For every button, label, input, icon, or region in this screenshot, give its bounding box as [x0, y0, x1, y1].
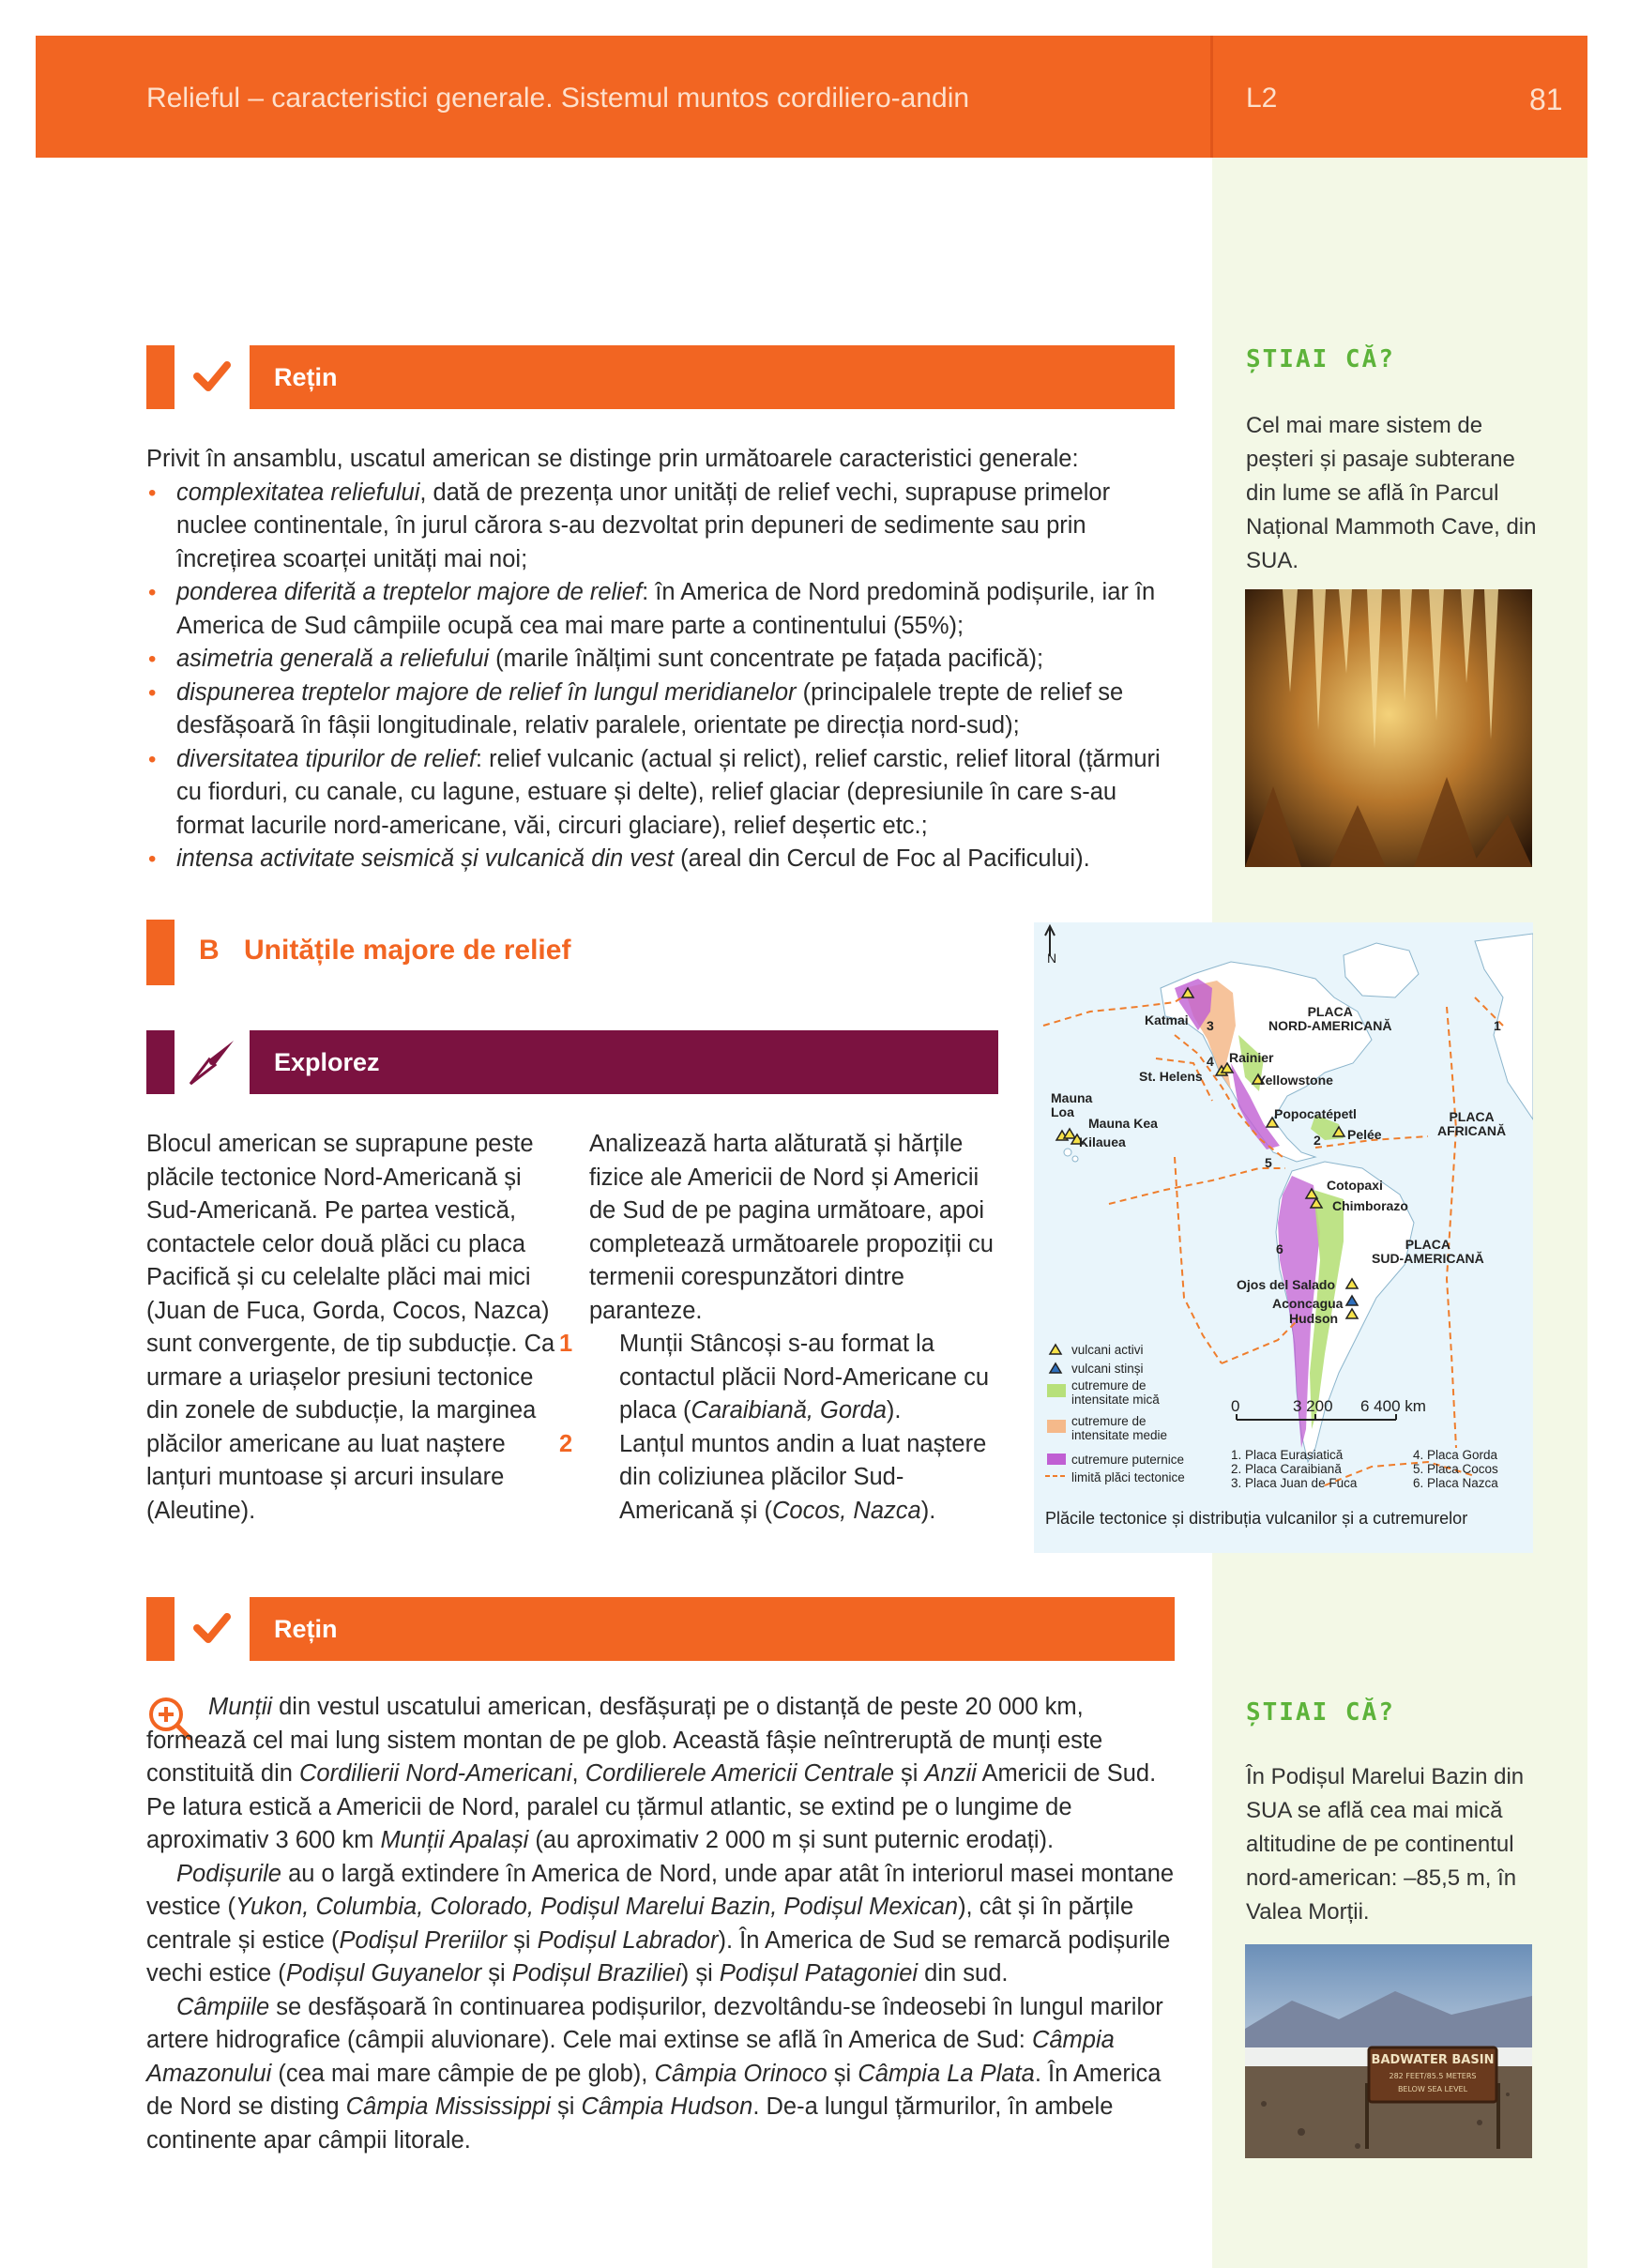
explorez-task: 2 Lanțul muntos andin a luat naștere din coliziunea plăcilor Sud-Americană și (Cocos, Nazca).	[559, 1430, 987, 1524]
retin-header-1	[146, 345, 1175, 409]
retin-2-body	[146, 1691, 1175, 2157]
plate-number-5: 5	[1265, 1155, 1272, 1170]
label-cotopaxi: Cotopaxi	[1327, 1178, 1383, 1193]
header-divider	[1210, 36, 1213, 158]
checkmark-icon	[175, 1597, 250, 1661]
sidebar-heading-1: ȘTIAI CĂ?	[1246, 345, 1395, 373]
retin-1-item: • diversitatea tipurilor de relief: relief vulcanic (actual și relict), relief carstic, relief litoral (țărmuri cu fiorduri, cu canale, cu lagune, estuare și delte), relief glaciar (depresiunile în care s-au format lacurile nord-americane, văi, circuri glaciare), relief deșertic etc.;	[146, 743, 1175, 844]
cave-photo	[1245, 589, 1532, 867]
sign-line-2: 282 FEET/85.5 METERS	[1389, 2072, 1477, 2080]
sidebar-heading-2: ȘTIAI CĂ?	[1246, 1698, 1395, 1727]
retin-1-item: • dispunerea treptelor majore de relief în lungul meridianelor (principalele trepte de relief se desfășoară în fâșii longitudinale, relativ paralele, orientate pe direcția nord-sud);	[146, 677, 1175, 743]
plate-list-5: 5. Placa Cocos	[1413, 1462, 1498, 1476]
retin-1-item: • ponderea diferită a treptelor majore de relief: în America de Nord predomină podișurile, iar în America de Sud câmpiile ocupă cea mai mare parte a continentului (55%);	[146, 576, 1175, 643]
page-number: 81	[1529, 83, 1563, 116]
plate-list-1: 1. Placa Eurasiatică	[1231, 1448, 1344, 1462]
legend-extinct-volcano-icon	[1050, 1363, 1061, 1373]
section-b-heading: Unitățile majore de relief	[244, 935, 571, 966]
label-mauna-loa: Mauna Loa	[1051, 1090, 1093, 1119]
sidebar-text-2: În Podișul Marelui Bazin din SUA se află cea mai mică altitudine de pe continentul nord-american: –85,5 m, în Valea Morții.	[1246, 1764, 1525, 1925]
label-placa-nord-americana: PLACA NORD-AMERICANĂ	[1268, 1004, 1392, 1033]
page-header	[36, 36, 1587, 158]
label-placa-africana: PLACA AFRICANĂ	[1437, 1109, 1507, 1138]
label-yellowstone: Yellowstone	[1257, 1073, 1333, 1088]
scale-zero: 0	[1231, 1397, 1240, 1415]
tectonic-map	[1034, 922, 1533, 1553]
legend-active-volcanoes: vulcani activi	[1071, 1343, 1144, 1357]
retin-1-intro: Privit în ansamblu, uscatul american se distinge prin următoarele caracteristici generale:	[146, 446, 1079, 472]
label-aconcagua: Aconcagua	[1272, 1296, 1344, 1311]
retin-1-list	[146, 477, 1175, 876]
explorez-left-text: Blocul american se suprapune peste plăcile tectonice Nord-Americană și Sud-Americană. Pe partea vestică, contactele celor două plăci cu placa Pacifică și cu celelalte plăci mai mici (Juan de Fuca, Gorda, Cocos, Nazca) sunt convergente, de tip subducție. Ca urmare a uriașelor presiuni tectonice din zonele de subducție, la marginea plăcilor americane au luat naștere lanțuri muntoase și arcuri insulare (Aleutine).	[146, 1131, 555, 1524]
label-katmai: Katmai	[1145, 1012, 1189, 1027]
plate-list-3: 3. Placa Juan de Fuca	[1231, 1476, 1358, 1490]
plate-list-6: 6. Placa Nazca	[1413, 1476, 1498, 1490]
retin-2-paragraph: Munții din vestul uscatului american, desfășurați pe o distanță de peste 20 000 km, formează cel mai lung sistem montan de pe glob. Această fâșie neîntreruptă de munți este constituită din Cordilierii Nord-Americani, Cordilierele Americii Centrale și Anzii Americii de Sud. Pe latura estică a Americii de Nord, paralel cu țărmul atlantic, se extind pe o lungime de aproximativ 3 600 km Munții Apalași (au aproximativ 2 000 m și sunt puternic erodați).	[146, 1694, 1157, 1853]
explorez-task: 1 Munții Stâncoși s-au format la contactul plăcii Nord-Americane cu placa (Caraibiană, Gorda).	[559, 1331, 990, 1423]
checkmark-icon	[175, 345, 250, 409]
retin-1-item: • intensa activitate seismică și vulcanică din vest (areal din Cercul de Foc al Pacificului).	[146, 843, 1175, 876]
label-hudson: Hudson	[1289, 1311, 1339, 1326]
plate-number-4: 4	[1207, 1054, 1214, 1069]
retin-1-item: • complexitatea reliefului, dată de prezența unor unități de relief vechi, suprapuse primelor nuclee continentale, în jurul cărora s-au dezvoltat prin depuneri de sedimente sau prin încrețirea scoarței unități mai noi;	[146, 477, 1175, 577]
north-label: N	[1047, 951, 1057, 966]
legend-strong-earthquakes: cutremure puternice	[1071, 1453, 1185, 1467]
label-chimborazo: Chimborazo	[1332, 1198, 1408, 1213]
legend-plate-limit: limită plăci tectonice	[1071, 1470, 1185, 1484]
plate-number-3: 3	[1207, 1018, 1214, 1033]
label-kilauea: Kilauea	[1079, 1134, 1126, 1149]
lesson-label: L2	[1246, 83, 1278, 114]
legend-extinct-volcanoes: vulcani stinși	[1071, 1362, 1144, 1376]
label-ojos-del-salado: Ojos del Salado	[1237, 1277, 1336, 1292]
plate-list-4: 4. Placa Gorda	[1413, 1448, 1498, 1462]
legend-medium-earthquakes: cutremure de intensitate medie	[1071, 1414, 1168, 1442]
sign-line-1: BADWATER BASIN	[1371, 2053, 1495, 2067]
scale-end: 6 400 km	[1360, 1397, 1426, 1415]
retin-header-2	[146, 1597, 1175, 1661]
section-b-letter: B	[199, 935, 220, 966]
section-b-accent	[146, 920, 175, 985]
explorez-instructions: Analizează harta alăturată și hărțile fizice ale Americii de Nord și Americii de Sud de pe pagina următoare, apoi completează următoarele propoziții cu termenii corespunzători dintre paranteze.	[589, 1131, 994, 1324]
chapter-title: Relieful – caracteristici generale. Sistemul muntos cordiliero-andin	[146, 83, 970, 114]
legend-low-earthquakes: cutremure de intensitate mică	[1071, 1378, 1160, 1407]
label-mauna-kea: Mauna Kea	[1088, 1116, 1158, 1131]
retin-heading-2: Rețin	[250, 1597, 1175, 1661]
retin-1-item: • asimetria generală a reliefului (marile înălțimi sunt concentrate pe fațada pacifică);	[146, 643, 1175, 677]
plate-number-1: 1	[1494, 1018, 1501, 1033]
map-caption: Plăcile tectonice și distribuția vulcanilor și a cutremurelor	[1045, 1509, 1468, 1528]
explorez-right	[559, 1128, 1002, 1528]
compass-icon	[175, 1030, 250, 1094]
plate-number-2: 2	[1314, 1133, 1321, 1148]
retin-heading-1: Rețin	[250, 345, 1175, 409]
sidebar-text-1: Cel mai mare sistem de peșteri și pasaje subterane din lume se află în Parcul Național Mammoth Cave, din SUA.	[1246, 413, 1537, 573]
badwater-photo	[1245, 1944, 1532, 2158]
retin-2-paragraph: Câmpiile se desfășoară în continuarea podișurilor, dezvoltându-se îndeosebi în lungul marilor artere hidrografice (câmpii aluvionare). Cele mai extinse se află în America de Sud: Câmpia Amazonului (cea mai mare câmpie de pe glob), Câmpia Orinoco și Câmpia La Plata. În America de Nord se disting Câmpia Mississippi și Câmpia Hudson. De-a lungul țărmurilor, în ambele continente apar câmpii litorale.	[146, 1993, 1163, 2154]
retin-1-body	[146, 443, 1175, 876]
explorez-heading: Explorez	[250, 1030, 998, 1094]
label-placa-sud-americana: PLACA SUD-AMERICANĂ	[1372, 1237, 1484, 1266]
label-st-helens: St. Helens	[1139, 1069, 1203, 1084]
legend-active-volcano-icon	[1050, 1345, 1061, 1354]
explorez-header	[146, 1030, 998, 1094]
retin-2-paragraph: Podișurile au o largă extindere în America de Nord, unde apar atât în interiorul masei montane vestice (Yukon, Columbia, Colorado, Podișul Marelui Bazin, Podișul Mexican), cât și în părțile centrale și estice (Podișul Preriilor și Podișul Labrador). În America de Sud se remarcă podișurile vechi estice (Podișul Guyanelor și Podișul Braziliei) și Podișul Patagoniei din sud.	[146, 1860, 1175, 1986]
sign-line-3: BELOW SEA LEVEL	[1397, 2085, 1468, 2093]
plate-list-2: 2. Placa Caraibiană	[1231, 1462, 1342, 1476]
explorez-tasks	[559, 1328, 1002, 1528]
label-pelee: Pelée	[1347, 1127, 1382, 1142]
plate-number-6: 6	[1276, 1241, 1283, 1256]
label-popocatepetl: Popocatépetl	[1274, 1106, 1357, 1121]
scale-mid: 3 200	[1293, 1397, 1333, 1415]
label-rainier: Rainier	[1229, 1050, 1274, 1065]
